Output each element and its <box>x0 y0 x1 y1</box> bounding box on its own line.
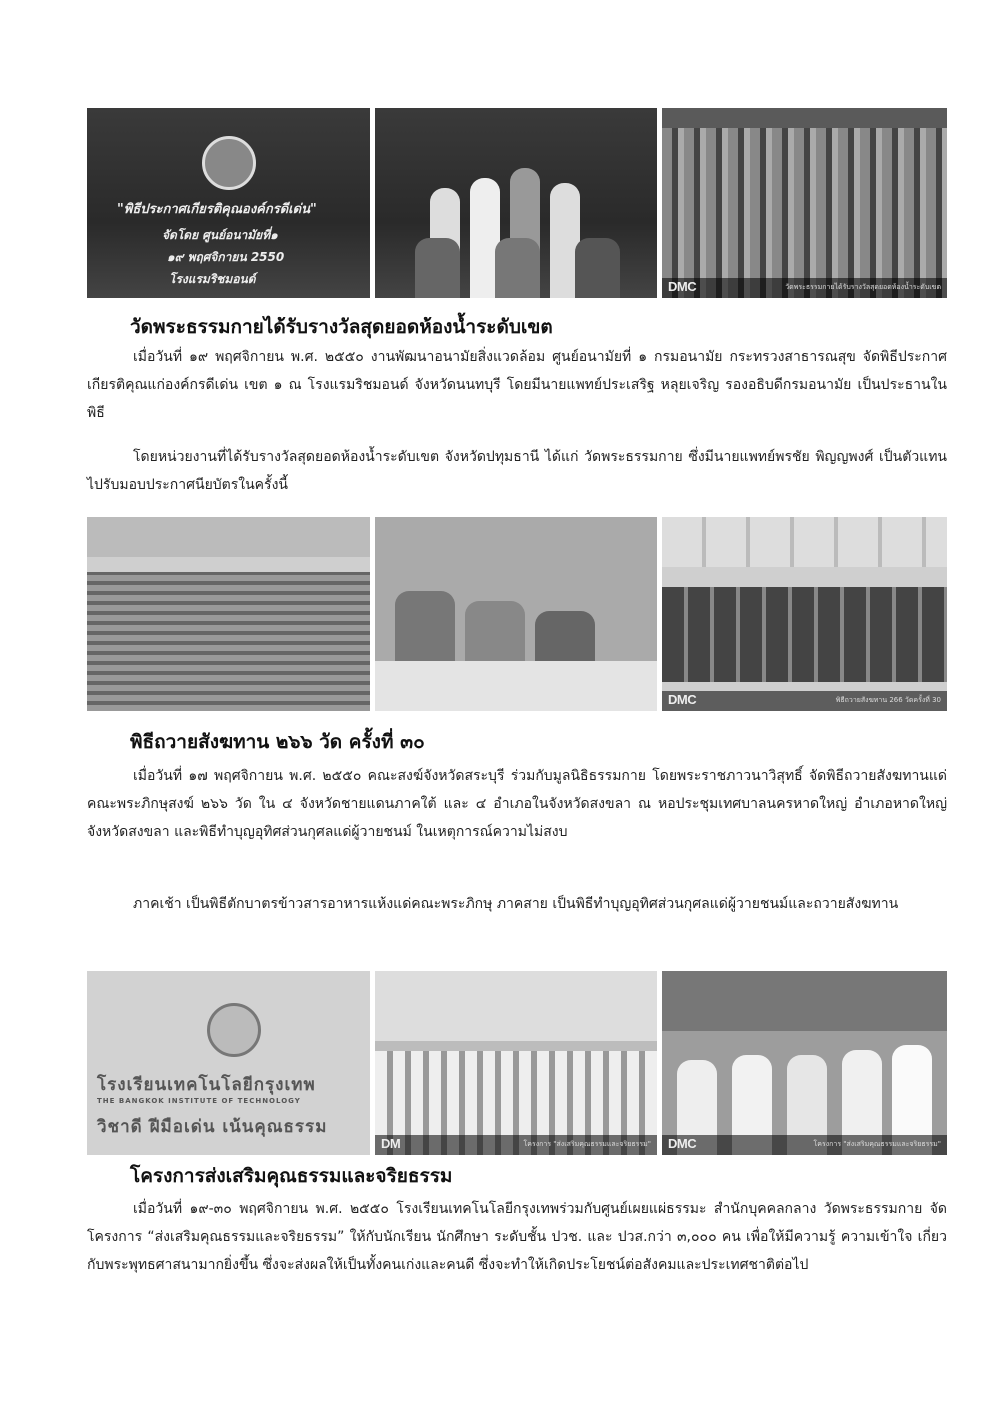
paragraph-sanghadana-2: ภาคเช้า เป็นพิธีตักบาตรข้าวสารอาหารแห้งแด่คณะพระภิกษุ ภาคสาย เป็นพิธีทำบุญอุทิศส่วนกุศลแด่ผู้วายชนม์และถวายสังฆทาน <box>133 896 899 912</box>
photo-monks-receiving <box>375 517 657 711</box>
photo-caption: พิธีถวายสังฆทาน 266 วัดครั้งที่ 30 <box>835 696 941 704</box>
photo-students-meditating <box>662 971 947 1155</box>
school-emblem-icon <box>207 1003 261 1057</box>
paragraph-award-2: โดยหน่วยงานที่ได้รับรางวัลสุดยอดห้องน้ำระดับเขต จังหวัดปทุมธานี ได้แก่ วัดพระธรรมกาย ซึ่งมีนายแพทย์พรชัย พิญญพงศ์ เป็นตัวแทนไปรับมอบประกาศนียบัตรในครั้งนี้ <box>87 449 947 493</box>
school-sign-thai: โรงเรียนเทคโนโลยีกรุงเทพ <box>97 1075 316 1095</box>
photo-row-sanghadana <box>87 517 947 711</box>
photo-award-stage-sign <box>87 108 370 298</box>
stage-sign-line3: ๑๙ พฤศจิกายน 2550 <box>167 250 285 264</box>
dmc-logo: DMC <box>668 692 697 707</box>
dm-logo: DM <box>381 1136 401 1151</box>
stage-sign-line1: "พิธีประกาศเกียรติคุณองค์กรดีเด่น" <box>117 202 317 217</box>
photo-award-audience <box>662 108 947 298</box>
paragraph-award-1: เมื่อวันที่ ๑๙ พฤศจิกายน พ.ศ. ๒๕๕๐ งานพัฒนาอนามัยสิ่งแวดล้อม ศูนย์อนามัยที่ ๑ กรมอนามัย กระทรวงสาธารณสุข จัดพิธีประกาศเกียรติคุณแก่องค์กรดีเด่น เขต ๑ ณ โรงแรมริชมอนด์ จังหวัดนนทบุรี โดยมีนายแพทย์ประเสริฐ หลุยเจริญ รองอธิบดีกรมอนามัย เป็นประธานในพิธี <box>87 349 947 421</box>
section-title-award: วัดพระธรรมกายได้รับรางวัลสุดยอดห้องน้ำระดับเขต <box>130 316 553 338</box>
section-title-ethics: โครงการส่งเสริมคุณธรรมและจริยธรรม <box>130 1165 453 1187</box>
photo-caption: โครงการ "ส่งเสริมคุณธรรมและจริยธรรม" <box>523 1140 651 1148</box>
photo-school-sign <box>87 971 370 1155</box>
school-motto: วิชาดี ฝีมือเด่น เน้นคุณธรรม <box>97 1117 328 1137</box>
photo-caption: โครงการ "ส่งเสริมคุณธรรมและจริยธรรม" <box>813 1140 941 1148</box>
section-title-sanghadana: พิธีถวายสังฆทาน ๒๖๖ วัด ครั้งที่ ๓๐ <box>130 731 425 753</box>
school-sign-english: THE BANGKOK INSTITUTE OF TECHNOLOGY <box>97 1097 301 1105</box>
photo-award-group <box>375 108 657 298</box>
emblem-icon <box>202 136 256 190</box>
photo-hall-overview <box>87 517 370 711</box>
photo-row-ethics <box>87 971 947 1155</box>
stage-sign-line2: จัดโดย ศูนย์อนามัยที่๑ <box>162 228 278 242</box>
photo-row-award <box>87 108 947 298</box>
photo-caption: วัดพระธรรมกายได้รับรางวัลสุดยอดห้องน้ำระดับเขต <box>785 283 941 291</box>
photo-offerings <box>662 517 947 711</box>
stage-sign-line4: โรงแรมริชมอนด์ <box>169 272 256 286</box>
photo-classroom-meditation <box>375 971 657 1155</box>
paragraph-ethics-1: เมื่อวันที่ ๑๙-๓๐ พฤศจิกายน พ.ศ. ๒๕๕๐ โรงเรียนเทคโนโลยีกรุงเทพร่วมกับศูนย์เผยแผ่ธรรมะ สำนักบุคคลกลาง วัดพระธรรมกาย จัดโครงการ “ส่งเสริมคุณธรรมและจริยธรรม” ให้กับนักเรียน นักศึกษา ระดับชั้น ปวช. และ ปวส.กว่า ๓,๐๐๐ คน เพื่อให้มีความรู้ ความเข้าใจ เกี่ยวกับพระพุทธศาสนามากยิ่งขึ้น ซึ่งจะส่งผลให้เป็นทั้งคนเก่งและคนดี ซึ่งจะทำให้เกิดประโยชน์ต่อสังคมและประเทศชาติต่อไป <box>87 1201 947 1273</box>
paragraph-sanghadana-1: เมื่อวันที่ ๑๗ พฤศจิกายน พ.ศ. ๒๕๕๐ คณะสงฆ์จังหวัดสระบุรี ร่วมกับมูลนิธิธรรมกาย โดยพระราชภาวนาวิสุทธิ์ จัดพิธีถวายสังฆทานแด่คณะพระภิกษุสงฆ์ ๒๖๖ วัด ใน ๔ จังหวัดชายแดนภาคใต้ และ ๔ อำเภอในจังหวัดสงขลา ณ หอประชุมเทศบาลนครหาดใหญ่ อำเภอหาดใหญ่ จังหวัดสงขลา และพิธีทำบุญอุทิศส่วนกุศลแด่ผู้วายชนม์ ในเหตุการณ์ความไม่สงบ <box>87 768 947 840</box>
dmc-logo: DMC <box>668 1136 697 1151</box>
dmc-logo: DMC <box>668 279 697 294</box>
